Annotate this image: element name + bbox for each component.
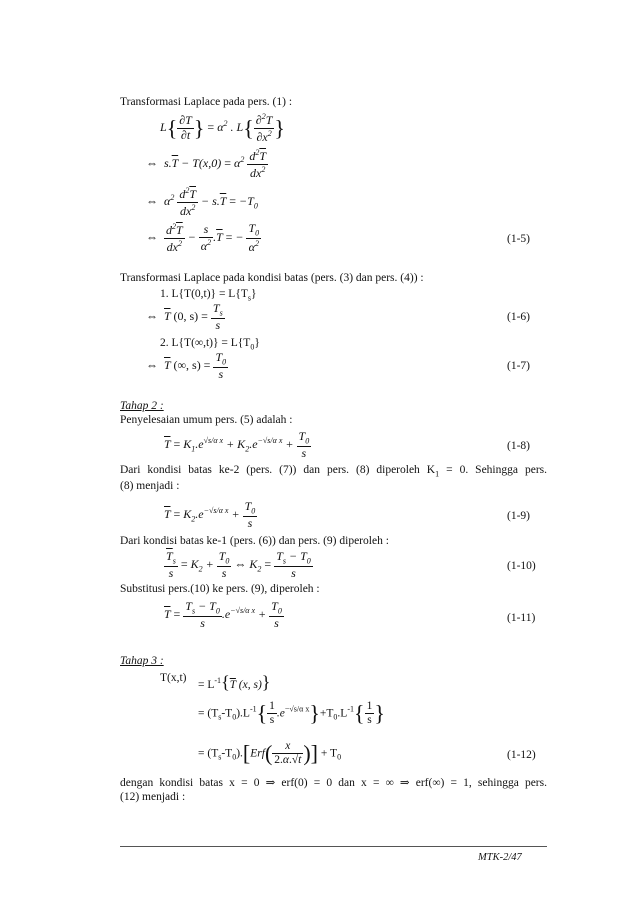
p4a-text: Dari kondisi batas ke-2 (pers. (7)) dan pers. (8) diperoleh K: [120, 464, 436, 476]
paragraph-boundary-conditions: Transformasi Laplace pada kondisi batas (pers. (3) dan pers. (4)) :: [120, 272, 424, 284]
equation-step-2: ⇔ $\alpha^2$ $\frac{d^2\overline{T}}{dx^2}$ − $s.\overline{T} = -T_0$: [146, 186, 258, 218]
paragraph-bc2-result: [120, 464, 547, 478]
equation-1-6: ⇔ $\overline{T}$ (0, s) = $\frac{T_s}{s}$: [146, 301, 223, 332]
p4a-end: = 0. Sehingga pers.: [439, 464, 547, 476]
equation-tag-1-9: (1-9): [507, 510, 530, 522]
boundary-condition-2: [160, 337, 260, 351]
footer-rule: [120, 846, 547, 847]
equation-tag-1-11: (1-11): [507, 612, 536, 624]
footer-page-number: MTK-2/47: [478, 852, 522, 863]
paragraph-bc1-result: Dari kondisi batas ke-1 (pers. (6)) dan pers. (9) diperoleh :: [120, 535, 389, 547]
il2-text: = (T: [198, 707, 219, 720]
bc1-text: 1. L{T(0,t)} = L{T: [160, 288, 248, 300]
equation-tag-1-6: (1-6): [507, 311, 530, 323]
heading-tahap-3: Tahap 3 :: [120, 655, 164, 667]
bc2-text: 2. L{T(∞,t)} = L{T: [160, 337, 251, 349]
bc2-end: }: [254, 337, 260, 349]
heading-tahap-2: Tahap 2 :: [120, 400, 164, 412]
equation-step-1: ⇔ $s.\overline{T} - T(x,0) = \alpha^2$ $\frac{d^2\overline{T}}{dx^2}$: [146, 148, 267, 180]
equation-1-10: $\frac{\overline{T}_s}{s}$ = $K_2$ + $\frac{T_0}{s}$ ⇔ $K_2$ = $\frac{T_s - T_0}{s}$: [166, 549, 311, 580]
paragraph-final-condition-cont: (12) menjadi :: [120, 791, 186, 803]
inverse-laplace-line-3: = $(T_s-T_0).[Erf$( $\frac{x}{2.\alpha.√t}$ )] + $T_0$: [198, 740, 342, 767]
paragraph-substitution: Substitusi pers.(10) ke pers. (9), diperoleh :: [120, 583, 320, 595]
p4a-sub: 1: [435, 469, 440, 479]
bc1-sub: s: [247, 293, 251, 303]
equation-tag-1-10: (1-10): [507, 560, 536, 572]
equation-tag-1-12: (1-12): [507, 749, 536, 761]
paragraph-general-solution: Penyelesaian umum pers. (5) adalah :: [120, 414, 293, 426]
paragraph-laplace-intro: Transformasi Laplace pada pers. (1) :: [120, 96, 293, 108]
equation-tag-1-7: (1-7): [507, 360, 530, 372]
equation-1-9: $\overline{T} = K_2.e^{-√s/\alpha x}$ + $\frac{T_0}{s}$: [164, 499, 256, 530]
equation-1-5: ⇔ $\frac{d^2\overline{T}}{dx^2}$ − $\frac{s}{\alpha^2}$ $.\overline{T}$ = − $\frac{T_0}{\alpha^2}$: [146, 221, 260, 254]
il3-text: = (T: [198, 747, 219, 760]
boundary-condition-1: [160, 288, 257, 302]
inverse-laplace-line-1: = $L^{-1}\{\overline{T}$ (x, s)}: [198, 672, 271, 692]
equation-tag-1-8: (1-8): [507, 440, 530, 452]
equation-1-8: $\overline{T} = K_1.e^{√s/\alpha x} + K_2.e^{-√s/\alpha x}$ + $\frac{T_0}{s}$: [164, 429, 310, 460]
il1-text: = L: [198, 679, 215, 691]
paragraph-final-condition: dengan kondisi batas x = 0 ⇒ erf(0) = 0 dan x = ∞ ⇒ erf(∞) = 1, sehingga pers.: [120, 777, 547, 789]
inverse-laplace-line-2: = $(T_s-T_0).L^{-1}${ $\frac{1}{s}$ $.e^{-√s/\alpha x}\}+T_0.L^{-1}${ $\frac{1}{s}$ }: [198, 700, 385, 727]
bc2-sub: 0: [250, 342, 255, 352]
bc1-end: }: [251, 288, 257, 300]
equation-1-7: ⇔ $\overline{T}$ (∞, s) = $\frac{T_0}{s}$: [146, 350, 227, 381]
inverse-laplace-lhs: T(x,t): [160, 672, 187, 684]
paragraph-bc2-result-cont: (8) menjadi :: [120, 480, 180, 492]
equation-tag-1-5: (1-5): [507, 233, 530, 245]
equation-laplace-transform: L{ $\frac{\partial T}{\partial t}$ } = $\alpha^2$ . L{ $\frac{\partial^2T}{\partial x^2}$ }: [160, 112, 285, 144]
equation-1-11: $\overline{T}$ = $\frac{T_s - T_0}{s}$ $.e^{-√s/\alpha x}$ + $\frac{T_0}{s}$: [164, 599, 282, 630]
